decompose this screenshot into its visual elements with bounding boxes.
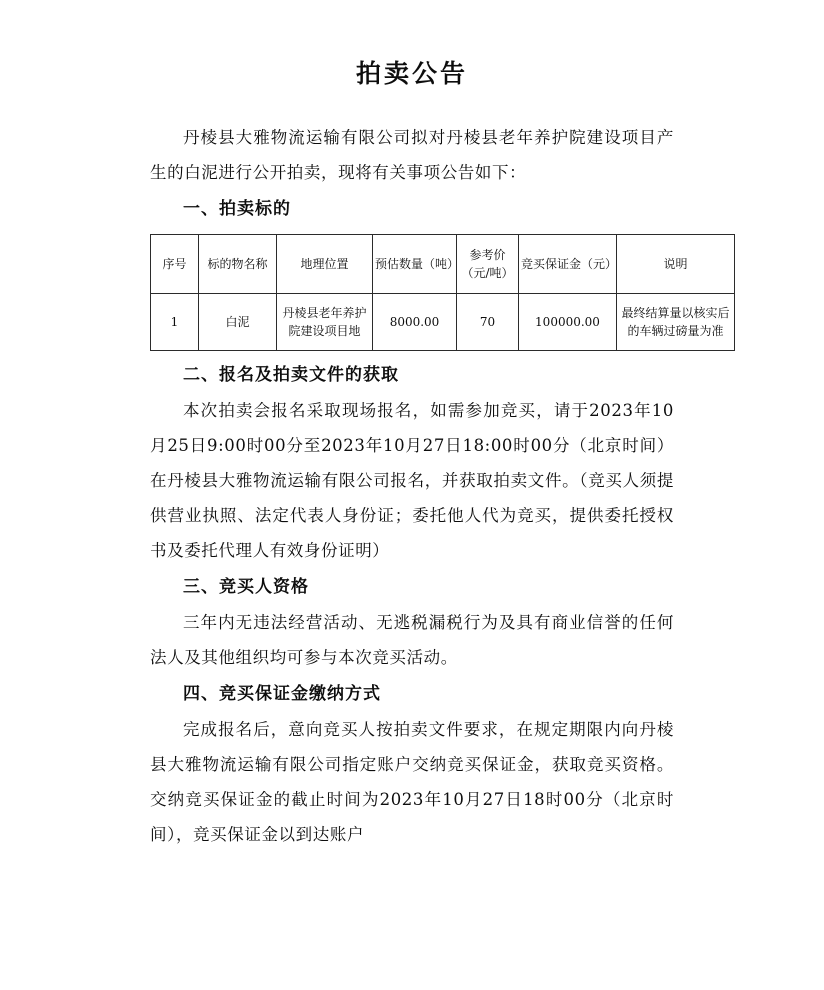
- table-cell-name: 白泥: [199, 294, 277, 351]
- table-header-cell: 地理位置: [277, 235, 373, 294]
- section-2-paragraph: 本次拍卖会报名采取现场报名，如需参加竞买，请于2023年10月25日9:00时00分至2023年10月27日18:00时00分（北京时间）在丹棱县大雅物流运输有限公司报名，并获取拍卖文件。（竞买人须提供营业执照、法定代表人身份证；委托他人代为竞买，提供委托授权书及委托代理人有效身份证明）: [150, 401, 674, 560]
- table-cell-note: 最终结算量以核实后的车辆过磅量为准: [617, 294, 735, 351]
- intro-paragraph: 丹棱县大雅物流运输有限公司拟对丹棱县老年养护院建设项目产生的白泥进行公开拍卖，现将有关事项公告如下：: [150, 128, 674, 182]
- section-4-paragraph: 完成报名后，意向竞买人按拍卖文件要求，在规定期限内向丹棱县大雅物流运输有限公司指定账户交纳竞买保证金，获取竞买资格。交纳竞买保证金的截止时间为2023年10月27日18时00分（北京时间），竞买保证金以到达账户: [150, 720, 674, 844]
- section-lot: [150, 192, 730, 351]
- section-qualification: [150, 570, 674, 675]
- document-page: [0, 54, 824, 990]
- section-deposit: [150, 677, 674, 852]
- table-header-cell: 竞买保证金（元）: [519, 235, 617, 294]
- table-cell-index: 1: [151, 294, 199, 351]
- table-cell-location: 丹棱县老年养护院建设项目地: [277, 294, 373, 351]
- table-header-cell: 说明: [617, 235, 735, 294]
- table-header-cell: 标的物名称: [199, 235, 277, 294]
- table-cell-deposit: 100000.00: [519, 294, 617, 351]
- table-row: [151, 294, 735, 351]
- table-header-row: [151, 235, 735, 294]
- page-title: 拍卖公告: [355, 59, 468, 88]
- table-header-cell: 序号: [151, 235, 199, 294]
- section-heading-3: 三、竞买人资格: [183, 577, 309, 597]
- lot-table: [150, 234, 735, 351]
- table-header-cell: 参考价（元/吨）: [457, 235, 519, 294]
- section-heading-4: 四、竞买保证金缴纳方式: [183, 684, 381, 704]
- table-cell-price: 70: [457, 294, 519, 351]
- section-heading-1: 一、拍卖标的: [183, 199, 291, 219]
- table-cell-quantity: 8000.00: [373, 294, 457, 351]
- section-3-paragraph: 三年内无违法经营活动、无逃税漏税行为及具有商业信誉的任何法人及其他组织均可参与本次竞买活动。: [150, 613, 674, 667]
- section-registration: [150, 358, 674, 568]
- section-heading-2: 二、报名及拍卖文件的获取: [183, 365, 399, 385]
- table-header-cell: 预估数量（吨）: [373, 235, 457, 294]
